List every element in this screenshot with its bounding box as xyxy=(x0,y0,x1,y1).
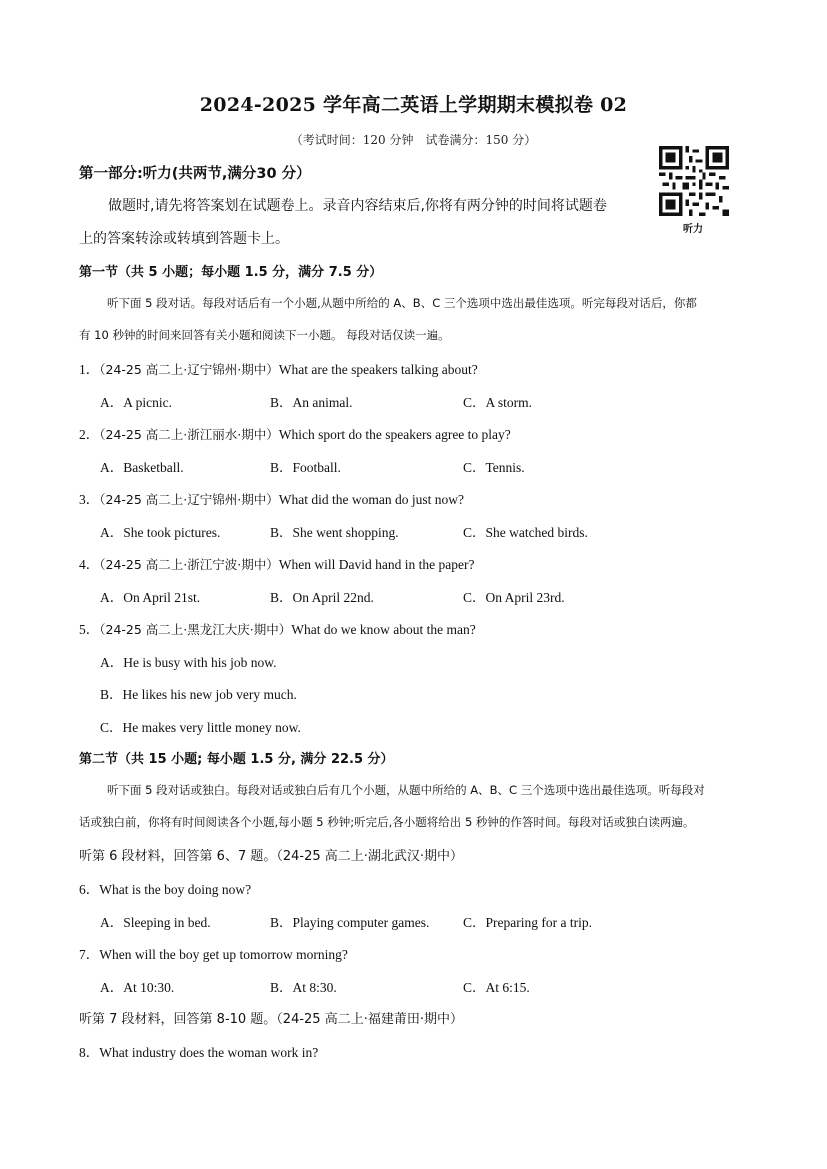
option-a: A．On April 21st. xyxy=(100,590,201,605)
option-c: C．A storm. xyxy=(463,395,533,410)
option-c: C．He makes very little money now. xyxy=(100,720,301,735)
material-7-heading: 听第 7 段材料，回答第 8-10 题。（24-25 高二上·福建莆田·期中） xyxy=(79,1012,463,1027)
option-a: A．He is busy with his job now. xyxy=(100,655,277,670)
question-text: When will the boy get up tomorrow morning? xyxy=(99,947,348,962)
question-number: 8． xyxy=(79,1045,100,1060)
question-number: 1． xyxy=(79,362,100,377)
section1-directions-line2: 有 10 秒钟的时间来回答有关小题和阅读下一小题。 每段对话仅读一遍。 xyxy=(79,328,450,342)
question-number: 6． xyxy=(79,882,100,897)
question-number: 2． xyxy=(79,427,100,442)
option-c: C．Preparing for a trip. xyxy=(463,915,592,930)
question-1 xyxy=(79,358,478,378)
question-source: （24-25 高二上·辽宁锦州·期中） xyxy=(99,362,279,377)
qr-code-icon xyxy=(659,146,729,216)
question-7 xyxy=(79,943,348,963)
section2-heading: 第二节（共 15 小题; 每小题 1.5 分, 满分 22.5 分） xyxy=(79,752,394,767)
exam-info: （考试时间：120 分钟 试卷满分：150 分） xyxy=(290,133,537,147)
question-text: When will David hand in the paper? xyxy=(278,557,475,572)
option-b: B．On April 22nd. xyxy=(270,590,374,605)
option-c: C．On April 23rd. xyxy=(463,590,565,605)
material-6-heading: 听第 6 段材料，回答第 6、7 题。（24-25 高二上·湖北武汉·期中） xyxy=(79,849,464,864)
option-b: B．He likes his new job very much. xyxy=(100,687,297,702)
question-source: （24-25 高二上·黑龙江大庆·期中） xyxy=(99,622,292,637)
question-source: （24-25 高二上·浙江丽水·期中） xyxy=(99,427,279,442)
option-b: B．She went shopping. xyxy=(270,525,399,540)
question-text: Which sport do the speakers agree to play? xyxy=(278,427,511,442)
question-number: 4． xyxy=(79,557,100,572)
question-text: What are the speakers talking about? xyxy=(278,362,478,377)
question-number: 7． xyxy=(79,947,100,962)
section2-directions-line1: 听下面 5 段对话或独白。每段对话或独白后有几个小题，从题中所给的 A、B、C 三个选项中选出最佳选项。听每段对 xyxy=(107,783,705,797)
part1-instruction-line2: 上的答案转涂或转填到答题卡上。 xyxy=(79,231,289,247)
question-8 xyxy=(79,1041,318,1061)
section1-directions-line1: 听下面 5 段对话。每段对话后有一个小题,从题中所给的 A、B、C 三个选项中选出最佳选项。听完每段对话后，你都 xyxy=(107,296,697,310)
option-a: A．A picnic. xyxy=(100,395,172,410)
question-number: 5． xyxy=(79,622,100,637)
qr-label: 听力 xyxy=(683,224,703,235)
question-text: What did the woman do just now? xyxy=(278,492,464,507)
question-source: （24-25 高二上·辽宁锦州·期中） xyxy=(99,492,279,507)
exam-title: 2024-2025 学年高二英语上学期期末模拟卷 02 xyxy=(199,94,628,116)
question-3 xyxy=(79,488,464,508)
question-text: What is the boy doing now? xyxy=(99,882,252,897)
question-6 xyxy=(79,878,251,898)
part1-instruction-line1: 做题时,请先将答案划在试题卷上。录音内容结束后,你将有两分钟的时间将试题卷 xyxy=(108,198,607,214)
option-a: A．Basketball. xyxy=(100,460,184,475)
question-text: What do we know about the man? xyxy=(291,622,476,637)
question-2 xyxy=(79,423,511,443)
section1-heading: 第一节（共 5 小题；每小题 1.5 分，满分 7.5 分） xyxy=(79,265,383,280)
question-text: What industry does the woman work in? xyxy=(99,1045,319,1060)
option-b: B．Football. xyxy=(270,460,341,475)
question-number: 3． xyxy=(79,492,100,507)
option-b: B．An animal. xyxy=(270,395,353,410)
option-c: C．At 6:15. xyxy=(463,980,530,995)
part1-heading: 第一部分:听力(共两节,满分30 分） xyxy=(79,166,311,182)
option-a: A．She took pictures. xyxy=(100,525,221,540)
option-b: B．At 8:30. xyxy=(270,980,337,995)
question-source: （24-25 高二上·浙江宁波·期中） xyxy=(99,557,279,572)
option-c: C．She watched birds. xyxy=(463,525,588,540)
section2-directions-line2: 话或独白前，你将有时间阅读各个小题,每小题 5 秒钟;听完后,各小题将给出 5 秒钟的作答时间。每段对话或独白读两遍。 xyxy=(79,815,695,829)
option-a: A．Sleeping in bed. xyxy=(100,915,211,930)
option-b: B．Playing computer games. xyxy=(270,915,430,930)
question-4 xyxy=(79,553,474,573)
option-c: C．Tennis. xyxy=(463,460,525,475)
option-a: A．At 10:30. xyxy=(100,980,175,995)
question-5 xyxy=(79,618,476,638)
